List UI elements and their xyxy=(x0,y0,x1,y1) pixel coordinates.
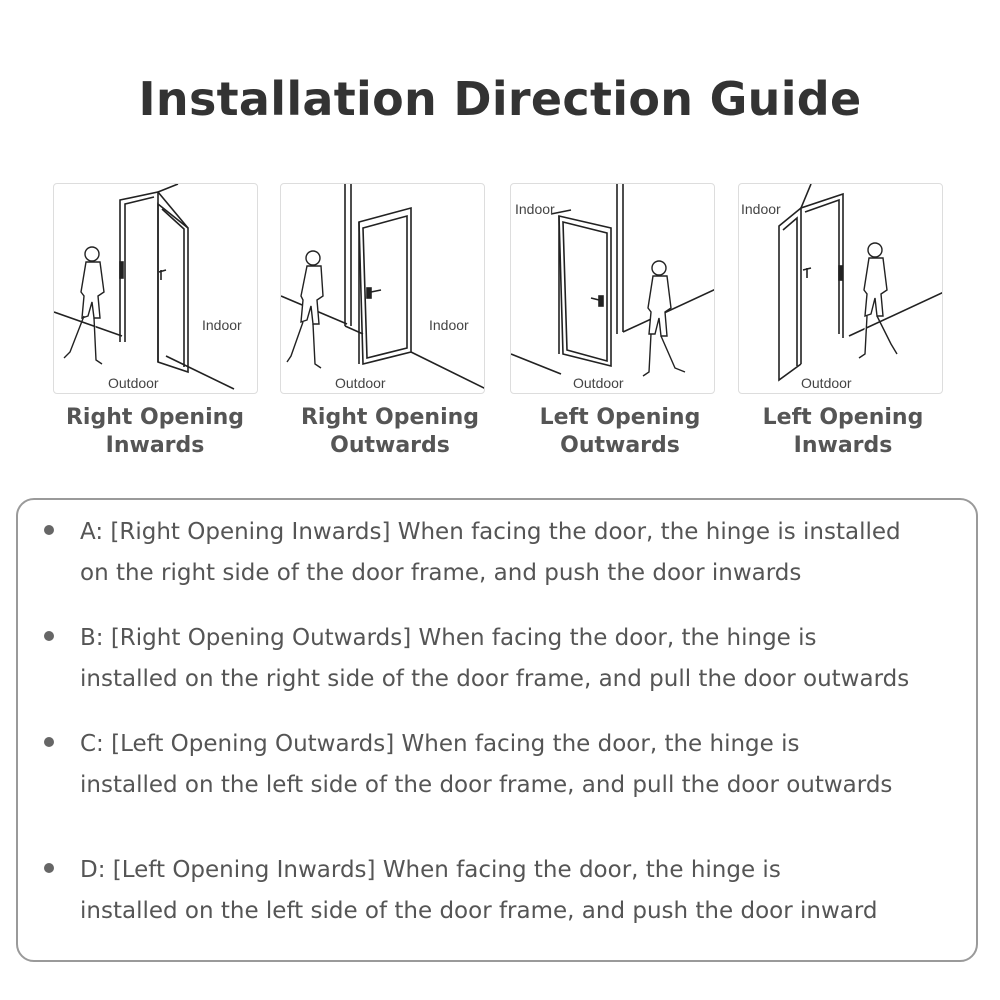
caption-left-opening-inwards xyxy=(728,404,958,460)
diagram-right-opening-inwards xyxy=(53,183,258,394)
person-icon xyxy=(643,261,685,376)
notes-box xyxy=(16,498,978,962)
diagram-right-opening-outwards xyxy=(280,183,485,394)
caption-line: Right Opening xyxy=(65,405,245,430)
note-line: A: [Right Opening Inwards] When facing the door, the hinge is installed xyxy=(80,519,901,545)
caption-line: Left Opening xyxy=(539,405,701,430)
note-text xyxy=(80,850,960,932)
note-line: on the right side of the door frame, and push the door inwards xyxy=(80,560,802,586)
note-text xyxy=(80,512,960,594)
caption-right-opening-inwards xyxy=(40,404,270,460)
indoor-label: Indoor xyxy=(515,201,555,217)
caption-right-opening-outwards xyxy=(275,404,505,460)
person-icon xyxy=(287,251,323,368)
caption-line: Outwards xyxy=(560,433,680,458)
indoor-label: Indoor xyxy=(202,317,242,333)
outdoor-label: Outdoor xyxy=(801,375,852,391)
caption-line: Outwards xyxy=(330,433,450,458)
note-text xyxy=(80,724,960,806)
caption-line: Inwards xyxy=(793,433,893,458)
page-title: Installation Direction Guide xyxy=(138,72,862,126)
person-icon xyxy=(859,243,897,358)
indoor-label: Indoor xyxy=(429,317,469,333)
bullet-icon xyxy=(44,525,54,535)
caption-left-opening-outwards xyxy=(505,404,735,460)
person-icon xyxy=(64,247,104,364)
door-illustration xyxy=(281,184,485,394)
outdoor-label: Outdoor xyxy=(335,375,386,391)
note-line: installed on the right side of the door frame, and pull the door outwards xyxy=(80,666,910,692)
indoor-label: Indoor xyxy=(741,201,781,217)
diagram-left-opening-inwards xyxy=(738,183,943,394)
outdoor-label: Outdoor xyxy=(108,375,159,391)
bullet-icon xyxy=(44,737,54,747)
bullet-icon xyxy=(44,631,54,641)
caption-line: Left Opening xyxy=(762,405,924,430)
outdoor-label: Outdoor xyxy=(573,375,624,391)
note-line: installed on the left side of the door frame, and pull the door outwards xyxy=(80,772,893,798)
note-line: D: [Left Opening Inwards] When facing the door, the hinge is xyxy=(80,857,781,883)
door-illustration xyxy=(54,184,258,394)
note-text xyxy=(80,618,960,700)
bullet-icon xyxy=(44,863,54,873)
note-line: B: [Right Opening Outwards] When facing the door, the hinge is xyxy=(80,625,817,651)
caption-line: Inwards xyxy=(105,433,205,458)
diagram-left-opening-outwards xyxy=(510,183,715,394)
caption-line: Right Opening xyxy=(300,405,480,430)
note-line: installed on the left side of the door frame, and push the door inward xyxy=(80,898,878,924)
note-line: C: [Left Opening Outwards] When facing the door, the hinge is xyxy=(80,731,800,757)
